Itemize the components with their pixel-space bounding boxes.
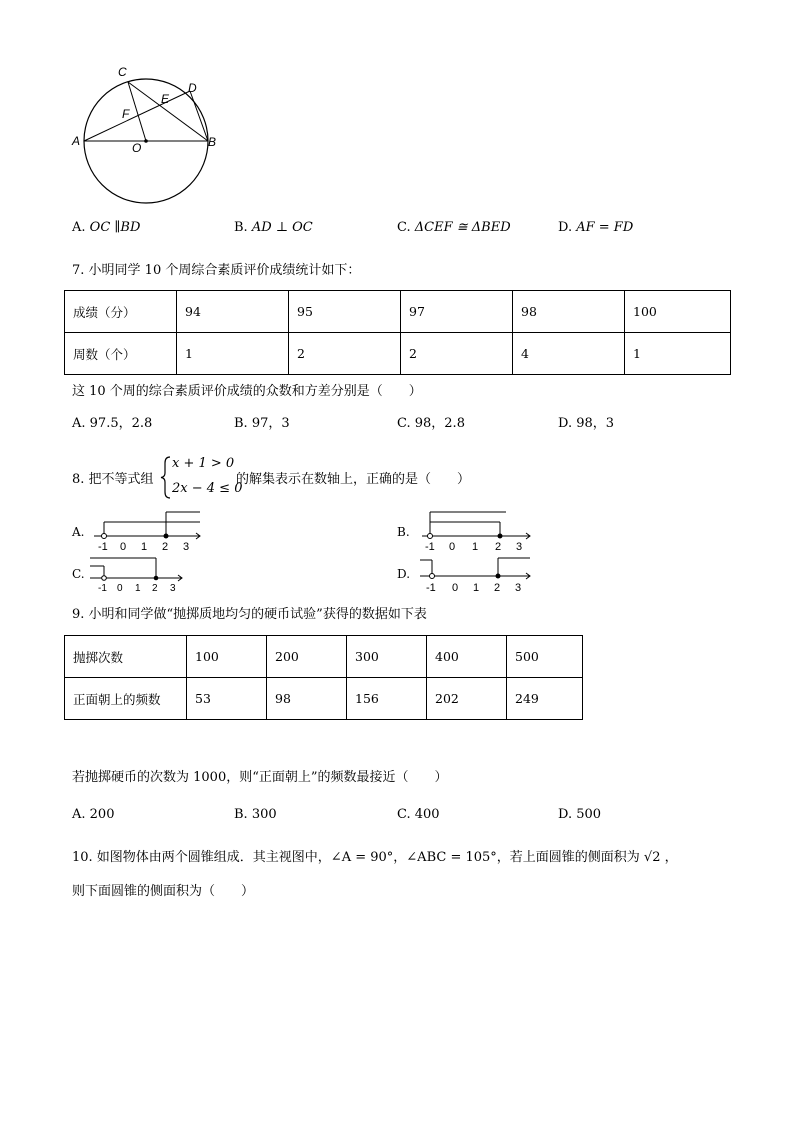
svg-text:0: 0 bbox=[120, 541, 127, 553]
q8-prefix: 8. 把不等式组 bbox=[72, 472, 154, 487]
svg-text:-1: -1 bbox=[425, 541, 435, 553]
table-row bbox=[65, 333, 731, 375]
q8-option-b-label[interactable]: B. bbox=[397, 525, 410, 539]
brace-icon bbox=[160, 455, 172, 500]
svg-text:0: 0 bbox=[452, 582, 459, 594]
q8-option-c-label[interactable]: C. bbox=[72, 567, 85, 581]
q7-question: 这 10 个周的综合素质评价成绩的众数和方差分别是（ ） bbox=[72, 384, 422, 399]
q6-option-d-expr: AF = FD bbox=[576, 220, 634, 235]
q8-inequality-1: x + 1 > 0 bbox=[172, 456, 235, 471]
table-cell: 200 bbox=[267, 636, 347, 678]
svg-text:2: 2 bbox=[162, 541, 169, 553]
table-cell: 202 bbox=[427, 678, 507, 720]
table-cell: 500 bbox=[507, 636, 583, 678]
label-a: A bbox=[72, 134, 81, 148]
label-f: F bbox=[122, 107, 130, 121]
q6-option-c-key: C. bbox=[397, 220, 411, 235]
table-cell: 100 bbox=[187, 636, 267, 678]
number-line-c[interactable] bbox=[86, 554, 186, 594]
svg-text:0: 0 bbox=[117, 583, 123, 594]
label-d: D bbox=[188, 81, 197, 95]
q6-option-a-expr: OC ∥BD bbox=[89, 220, 141, 235]
q7-option-b[interactable]: B. 97，3 bbox=[234, 416, 290, 431]
table-cell: 周数（个） bbox=[65, 333, 177, 375]
table-cell: 94 bbox=[177, 291, 289, 333]
svg-text:0: 0 bbox=[449, 541, 456, 553]
table-cell: 1 bbox=[625, 333, 731, 375]
q7-option-a[interactable]: A. 97.5，2.8 bbox=[72, 416, 153, 431]
svg-text:2: 2 bbox=[494, 582, 501, 594]
table-cell: 1 bbox=[177, 333, 289, 375]
svg-text:2: 2 bbox=[495, 541, 502, 553]
q6-option-c-expr: ΔCEF ≅ ΔBED bbox=[414, 220, 511, 235]
number-line-a[interactable] bbox=[86, 508, 204, 553]
q9-frequency-table bbox=[64, 635, 583, 720]
table-cell: 成绩（分） bbox=[65, 291, 177, 333]
table-cell: 100 bbox=[625, 291, 731, 333]
q7-score-table bbox=[64, 290, 731, 375]
table-row bbox=[65, 678, 583, 720]
svg-text:3: 3 bbox=[516, 541, 523, 553]
svg-text:-1: -1 bbox=[98, 541, 108, 553]
number-line-b[interactable] bbox=[418, 508, 536, 553]
q8-suffix: 的解集表示在数轴上，正确的是（ ） bbox=[236, 472, 471, 487]
q8-inequality-2: 2x − 4 ≤ 0 bbox=[172, 481, 243, 496]
label-e: E bbox=[161, 92, 170, 106]
svg-text:1: 1 bbox=[135, 583, 141, 594]
center-dot bbox=[144, 139, 148, 143]
q9-question: 若抛掷硬币的次数为 1000，则“正面朝上”的频数最接近（ ） bbox=[72, 770, 448, 785]
svg-text:3: 3 bbox=[183, 541, 190, 553]
q6-option-d-key: D. bbox=[558, 220, 573, 235]
svg-text:-1: -1 bbox=[426, 582, 436, 594]
table-cell: 抛掷次数 bbox=[65, 636, 187, 678]
table-cell: 400 bbox=[427, 636, 507, 678]
table-cell: 2 bbox=[289, 333, 401, 375]
label-b: B bbox=[208, 135, 217, 149]
q6-option-a-key: A. bbox=[72, 220, 86, 235]
table-cell: 249 bbox=[507, 678, 583, 720]
table-cell: 53 bbox=[187, 678, 267, 720]
label-c: C bbox=[118, 65, 127, 79]
q8-option-d-label[interactable]: D. bbox=[397, 567, 411, 581]
q10-line-1: 10. 如图物体由两个圆锥组成．其主视图中，∠A = 90°，∠ABC = 105°，若上面圆锥的侧面积为 √2 ， bbox=[72, 850, 678, 865]
q6-option-d[interactable] bbox=[558, 220, 633, 236]
label-o: O bbox=[132, 141, 142, 155]
segment-co bbox=[128, 82, 146, 141]
q8-option-a-label[interactable]: A. bbox=[72, 525, 85, 539]
svg-text:1: 1 bbox=[141, 541, 148, 553]
q6-option-a[interactable] bbox=[72, 220, 140, 236]
q6-option-b[interactable] bbox=[234, 220, 313, 236]
q9-option-b[interactable]: B. 300 bbox=[234, 807, 277, 822]
q9-option-c[interactable]: C. 400 bbox=[397, 807, 440, 822]
q9-stem: 9. 小明和同学做“抛掷质地均匀的硬币试验”获得的数据如下表 bbox=[72, 607, 427, 622]
svg-text:3: 3 bbox=[170, 583, 176, 594]
q10-line-2: 则下面圆锥的侧面积为（ ） bbox=[72, 884, 255, 899]
q7-stem: 7. 小明同学 10 个周综合素质评价成绩统计如下： bbox=[72, 263, 361, 278]
table-cell: 98 bbox=[513, 291, 625, 333]
table-cell: 2 bbox=[401, 333, 513, 375]
svg-text:-1: -1 bbox=[98, 583, 107, 594]
table-cell: 156 bbox=[347, 678, 427, 720]
q7-option-c[interactable]: C. 98，2.8 bbox=[397, 416, 465, 431]
q7-option-d[interactable]: D. 98，3 bbox=[558, 416, 615, 431]
number-line-d[interactable] bbox=[418, 554, 534, 594]
q6-option-c[interactable] bbox=[397, 220, 511, 236]
table-cell: 98 bbox=[267, 678, 347, 720]
circle-figure bbox=[60, 60, 230, 205]
table-cell: 4 bbox=[513, 333, 625, 375]
q6-option-b-expr: AD ⊥ OC bbox=[251, 220, 313, 235]
table-cell: 正面朝上的频数 bbox=[65, 678, 187, 720]
svg-text:1: 1 bbox=[473, 582, 480, 594]
q9-option-d[interactable]: D. 500 bbox=[558, 807, 602, 822]
table-cell: 300 bbox=[347, 636, 427, 678]
q9-option-a[interactable]: A. 200 bbox=[72, 807, 115, 822]
svg-text:3: 3 bbox=[515, 582, 522, 594]
svg-text:2: 2 bbox=[152, 583, 158, 594]
table-row bbox=[65, 291, 731, 333]
table-cell: 97 bbox=[401, 291, 513, 333]
segment-db bbox=[190, 91, 208, 141]
table-cell: 95 bbox=[289, 291, 401, 333]
q6-option-b-key: B. bbox=[234, 220, 248, 235]
table-row bbox=[65, 636, 583, 678]
svg-text:1: 1 bbox=[472, 541, 479, 553]
